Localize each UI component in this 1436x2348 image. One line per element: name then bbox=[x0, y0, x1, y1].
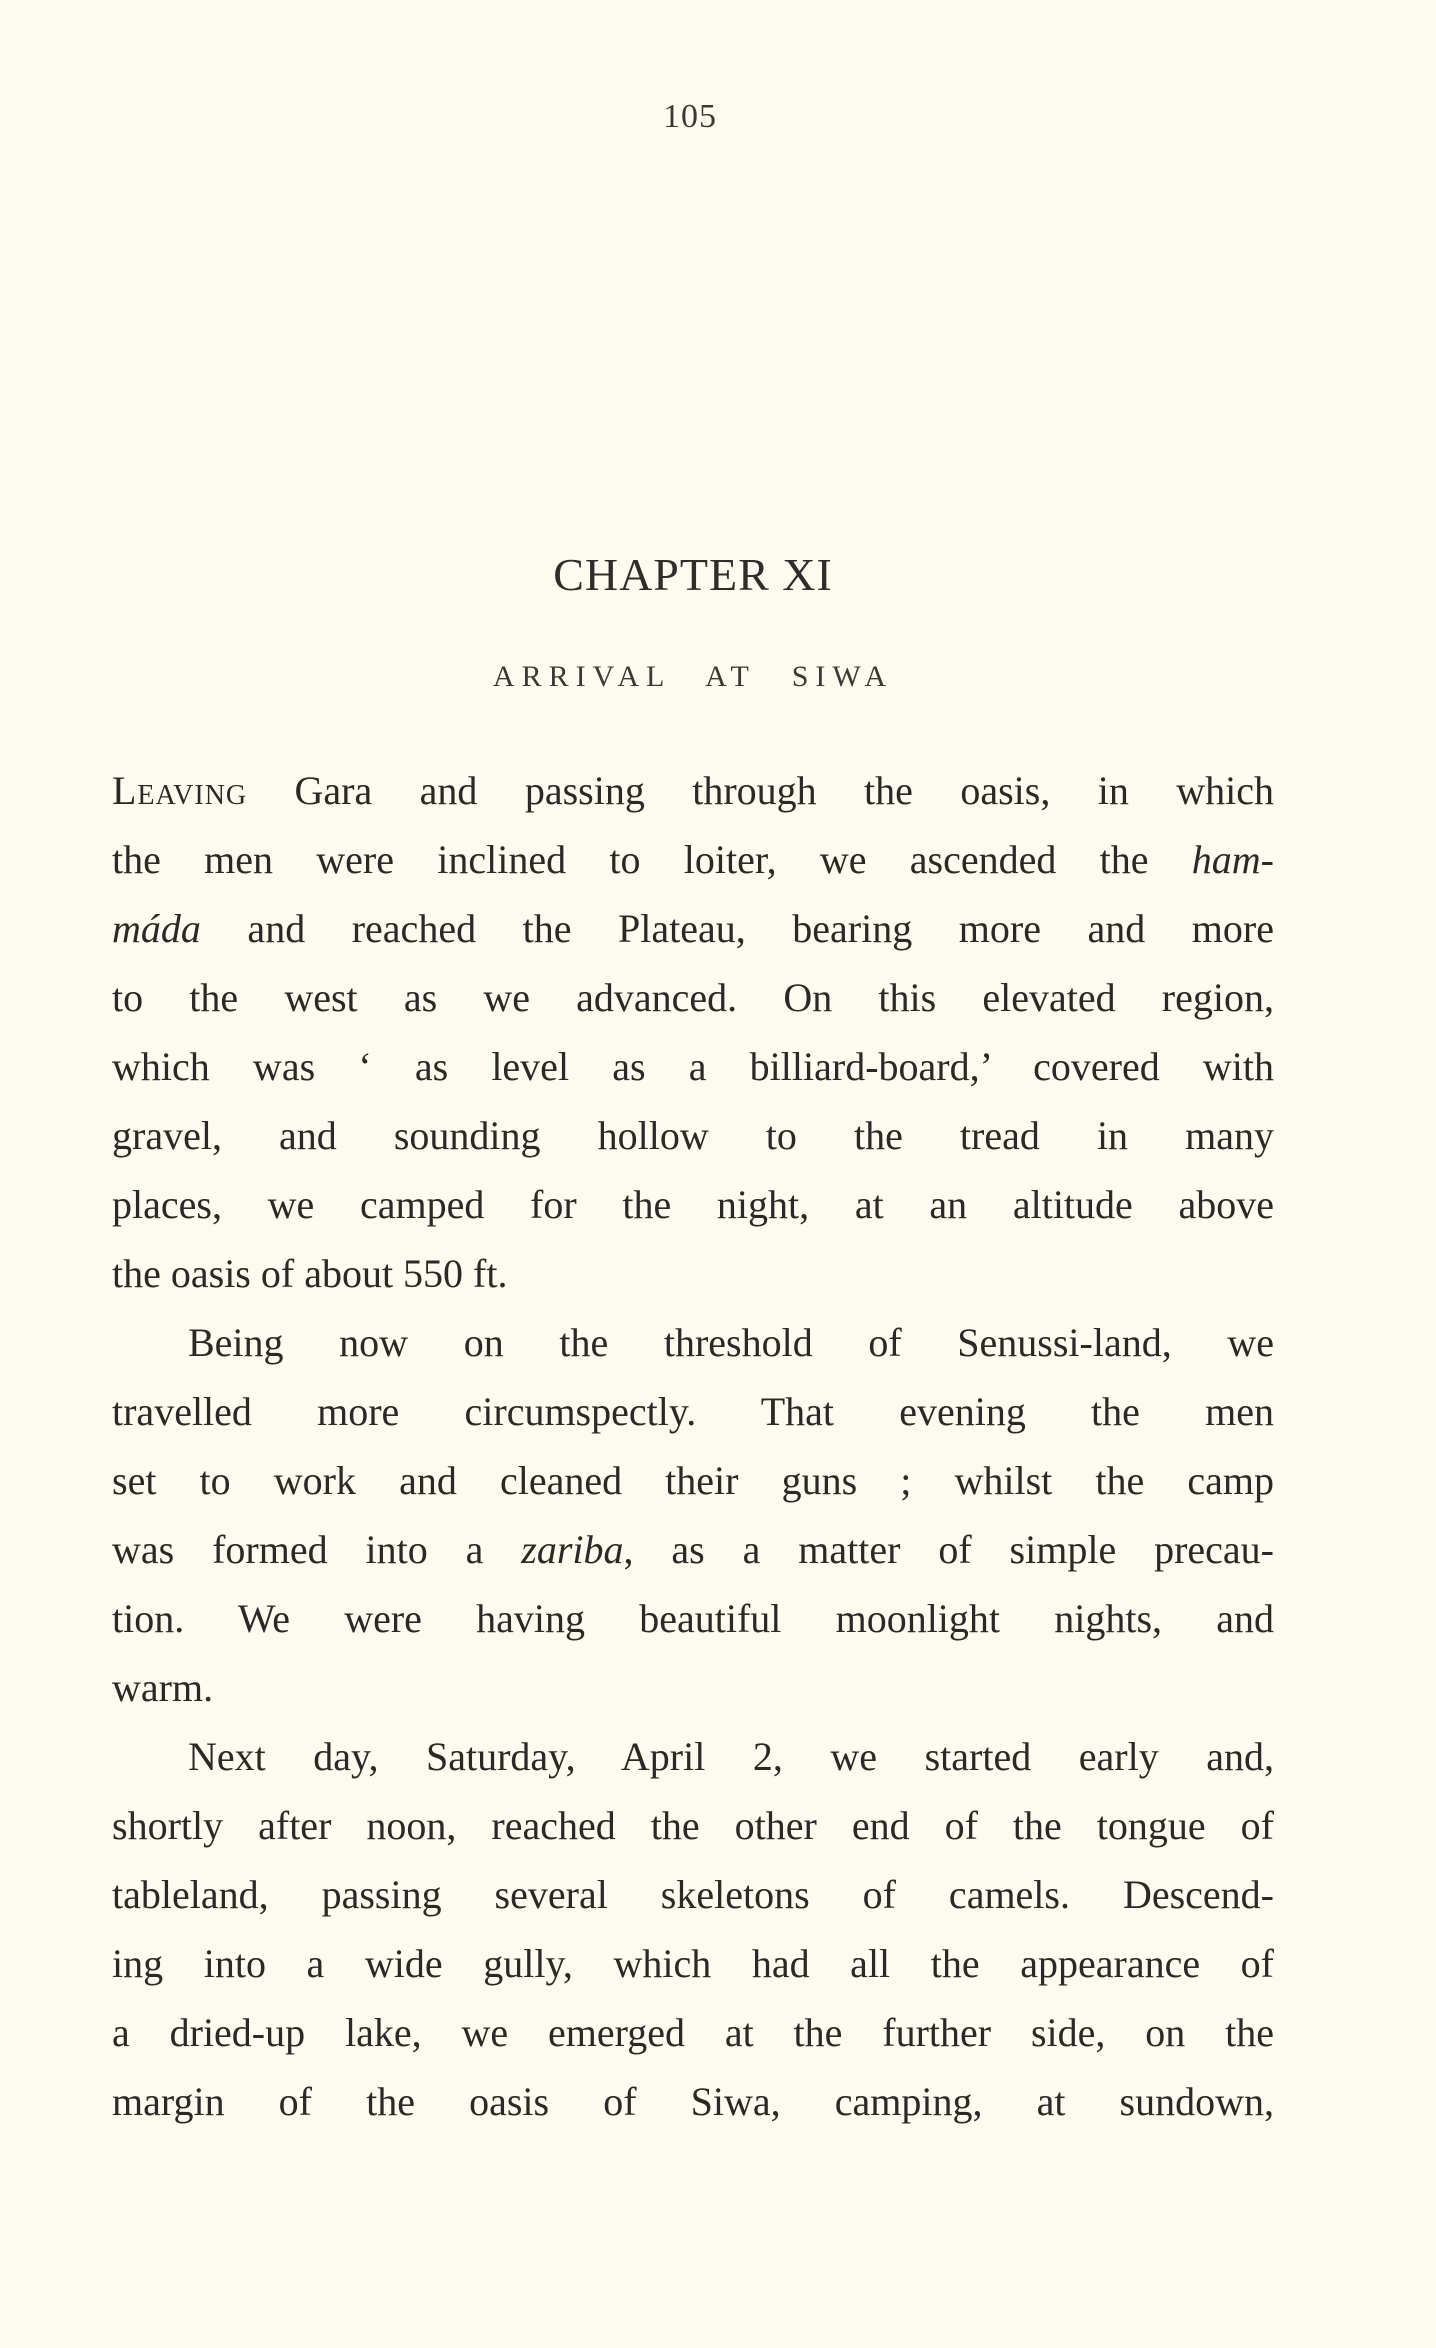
text-run: Being now on the threshold of Senussi-land, we bbox=[188, 1320, 1274, 1365]
small-caps-lead: Leaving bbox=[112, 768, 248, 813]
text-run: Next day, Saturday, April 2, we started early and, bbox=[188, 1734, 1274, 1779]
text-line bbox=[112, 1998, 1274, 2067]
text-run: was formed into a bbox=[112, 1527, 522, 1572]
text-run: a dried-up lake, we emerged at the further side, on the bbox=[112, 2010, 1274, 2055]
text-line bbox=[112, 1791, 1274, 1860]
text-run: the men were inclined to loiter, we ascended the bbox=[112, 837, 1192, 882]
text-line bbox=[112, 825, 1274, 894]
text-run: warm. bbox=[112, 1665, 214, 1710]
italic-word: ham- bbox=[1191, 837, 1274, 882]
text-run: places, we camped for the night, at an altitude above bbox=[112, 1182, 1274, 1227]
paragraph bbox=[112, 1722, 1274, 2136]
text-run: tion. We were having beautiful moonlight nights, and bbox=[112, 1596, 1274, 1641]
text-line bbox=[112, 1722, 1274, 1791]
text-line bbox=[112, 756, 1274, 825]
body-text bbox=[112, 756, 1274, 2136]
page-number: 105 bbox=[663, 98, 717, 135]
text-run: tableland, passing several skeletons of camels. Descend- bbox=[112, 1872, 1274, 1917]
text-run: to the west as we advanced. On this elevated region, bbox=[112, 975, 1274, 1020]
text-line bbox=[112, 1239, 1274, 1308]
italic-word: máda bbox=[112, 906, 201, 951]
text-line bbox=[112, 963, 1274, 1032]
text-line bbox=[112, 894, 1274, 963]
text-run: ing into a wide gully, which had all the appearance of bbox=[112, 1941, 1274, 1986]
paragraph bbox=[112, 1308, 1274, 1722]
chapter-subtitle: ARRIVAL AT SIWA bbox=[492, 660, 894, 693]
text-line bbox=[112, 1446, 1274, 1515]
paragraph bbox=[112, 756, 1274, 1308]
text-line bbox=[112, 1653, 1274, 1722]
text-line bbox=[112, 1308, 1274, 1377]
text-line bbox=[112, 1860, 1274, 1929]
text-run: Gara and passing through the oasis, in which bbox=[247, 768, 1274, 813]
text-line bbox=[112, 1515, 1274, 1584]
text-line bbox=[112, 1170, 1274, 1239]
text-line bbox=[112, 1929, 1274, 1998]
italic-word: zariba bbox=[521, 1527, 624, 1572]
text-line bbox=[112, 1377, 1274, 1446]
text-run: and reached the Plateau, bearing more and more bbox=[200, 906, 1274, 951]
text-run: the oasis of about 550 ft. bbox=[112, 1251, 508, 1296]
text-run: travelled more circumspectly. That evening the men bbox=[112, 1389, 1274, 1434]
text-line bbox=[112, 1032, 1274, 1101]
text-run: shortly after noon, reached the other end of the tongue of bbox=[112, 1803, 1274, 1848]
text-run: gravel, and sounding hollow to the tread in many bbox=[112, 1113, 1274, 1158]
text-line bbox=[112, 1584, 1274, 1653]
chapter-heading: CHAPTER XI bbox=[553, 549, 833, 600]
text-run: which was ‘ as level as a billiard-board,’ covered with bbox=[112, 1044, 1274, 1089]
text-run: , as a matter of simple precau- bbox=[623, 1527, 1274, 1572]
text-line bbox=[112, 2067, 1274, 2136]
text-run: set to work and cleaned their guns ; whilst the camp bbox=[112, 1458, 1274, 1503]
text-line bbox=[112, 1101, 1274, 1170]
text-run: margin of the oasis of Siwa, camping, at sundown, bbox=[112, 2079, 1274, 2124]
